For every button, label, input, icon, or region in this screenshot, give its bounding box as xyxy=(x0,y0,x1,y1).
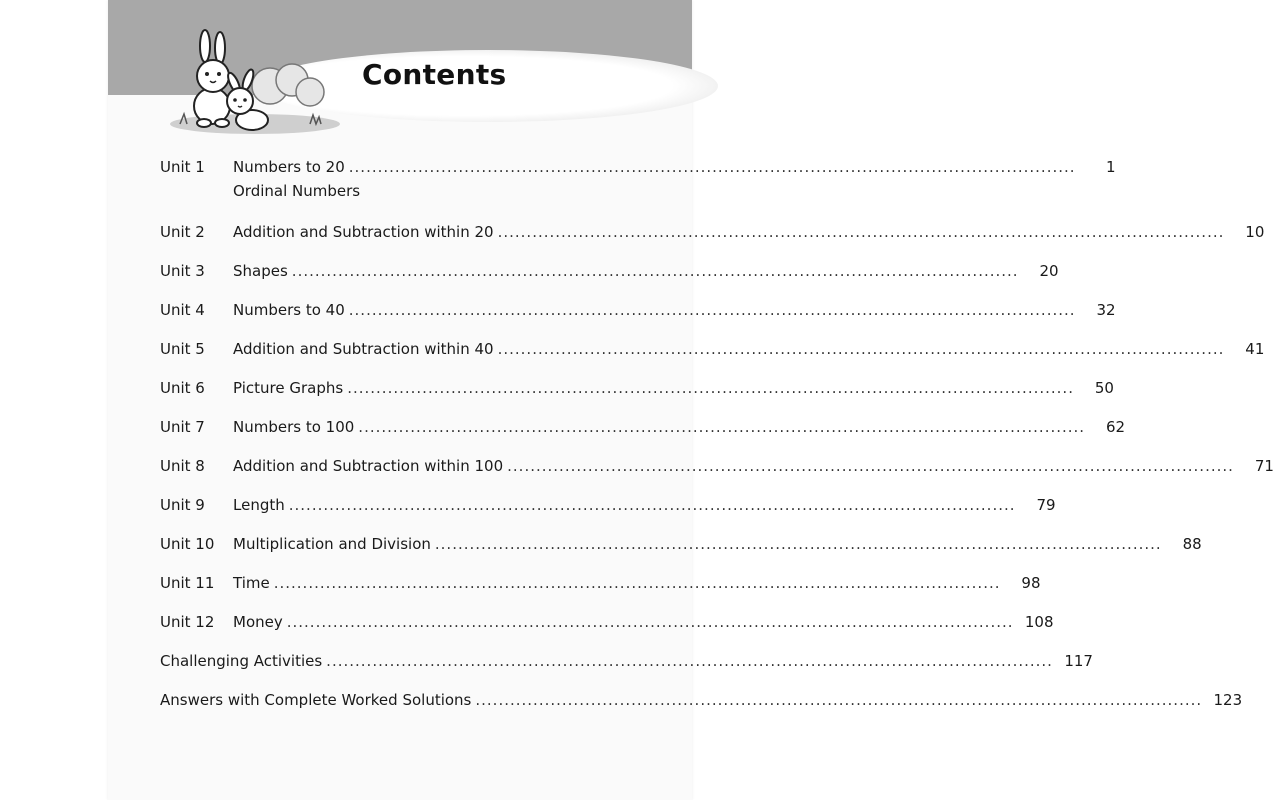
leader-dots: .............................................................................................................................. xyxy=(497,340,1225,358)
toc-entry-title: Length xyxy=(233,496,285,514)
toc-unit-label: Unit 9 xyxy=(160,496,205,514)
toc-entry[interactable] xyxy=(160,301,1116,340)
leader-dots: .............................................................................................................................. xyxy=(348,301,1076,319)
toc-entry[interactable] xyxy=(160,418,1126,457)
table-of-contents xyxy=(160,158,1274,730)
leader-dots: .............................................................................................................................. xyxy=(291,262,1019,280)
leader-dots: .............................................................................................................................. xyxy=(348,158,1076,176)
leader-dots: .............................................................................................................................. xyxy=(273,574,1001,592)
toc-page-number: 79 xyxy=(1036,496,1056,514)
toc-page-number: 10 xyxy=(1245,223,1265,241)
toc-entry[interactable] xyxy=(160,535,1202,574)
toc-unit-label: Unit 12 xyxy=(160,613,215,631)
leader-dots: .............................................................................................................................. xyxy=(288,496,1016,514)
two-rabbits-icon xyxy=(160,28,340,136)
toc-page-number: 50 xyxy=(1094,379,1114,397)
toc-entry[interactable] xyxy=(160,379,1114,418)
book-page xyxy=(108,0,1274,800)
toc-unit-label: Unit 7 xyxy=(160,418,205,436)
toc-entry-title: Challenging Activities xyxy=(160,652,323,670)
toc-unit-label: Unit 4 xyxy=(160,301,205,319)
toc-entry-title: Money xyxy=(233,613,283,631)
toc-page-number: 71 xyxy=(1254,457,1274,475)
toc-unit-label: Unit 11 xyxy=(160,574,215,592)
leader-dots: .............................................................................................................................. xyxy=(358,418,1086,436)
toc-entry[interactable] xyxy=(160,262,1059,301)
toc-entry[interactable] xyxy=(160,691,1243,730)
toc-entry[interactable] xyxy=(160,223,1265,262)
toc-entry-title: Numbers to 20 xyxy=(233,158,345,176)
toc-unit-label: Unit 8 xyxy=(160,457,205,475)
toc-entry-title: Time xyxy=(233,574,270,592)
toc-entry[interactable] xyxy=(160,340,1265,379)
toc-entry[interactable] xyxy=(160,574,1041,613)
toc-entry-title: Shapes xyxy=(233,262,288,280)
leader-dots: .............................................................................................................................. xyxy=(475,691,1203,709)
toc-entry[interactable] xyxy=(160,652,1093,691)
toc-entry-title: Addition and Subtraction within 20 xyxy=(233,223,494,241)
toc-entry[interactable] xyxy=(160,457,1274,496)
leader-dots: .............................................................................................................................. xyxy=(497,223,1225,241)
toc-entry[interactable] xyxy=(160,613,1054,652)
toc-page-number: 88 xyxy=(1182,535,1202,553)
leader-dots: .............................................................................................................................. xyxy=(434,535,1162,553)
leader-dots: .............................................................................................................................. xyxy=(326,652,1053,670)
toc-unit-label: Unit 6 xyxy=(160,379,205,397)
toc-entry[interactable] xyxy=(160,158,1116,223)
toc-page-number: 117 xyxy=(1064,652,1093,670)
toc-page-number: 62 xyxy=(1105,418,1126,436)
toc-page-number: 98 xyxy=(1021,574,1041,592)
toc-unit-label: Unit 5 xyxy=(160,340,205,358)
toc-entry-title: Multiplication and Division xyxy=(233,535,431,553)
toc-entry-title: Addition and Subtraction within 100 xyxy=(233,457,504,475)
toc-entry-title: Numbers to 100 xyxy=(233,418,355,436)
toc-page-number: 123 xyxy=(1213,691,1243,709)
toc-entry-title: Picture Graphs xyxy=(233,379,344,397)
toc-page-number: 32 xyxy=(1096,301,1116,319)
leader-dots: .............................................................................................................................. xyxy=(286,613,1014,631)
toc-page-number: 108 xyxy=(1024,613,1054,631)
toc-unit-label: Unit 2 xyxy=(160,223,205,241)
toc-page-number: 1 xyxy=(1106,158,1116,176)
toc-unit-label: Unit 3 xyxy=(160,262,205,280)
toc-entry-subtitle: Ordinal Numbers xyxy=(233,182,361,200)
toc-entry-title: Answers with Complete Worked Solutions xyxy=(160,691,472,709)
toc-entry-title: Addition and Subtraction within 40 xyxy=(233,340,494,358)
toc-page-number: 41 xyxy=(1245,340,1265,358)
page-title: Contents xyxy=(362,58,507,91)
toc-unit-label: Unit 1 xyxy=(160,158,205,176)
toc-entry-title: Numbers to 40 xyxy=(233,301,345,319)
toc-page-number: 20 xyxy=(1039,262,1059,280)
leader-dots: .............................................................................................................................. xyxy=(507,457,1234,475)
toc-unit-label: Unit 10 xyxy=(160,535,215,553)
toc-entry[interactable] xyxy=(160,496,1056,535)
leader-dots: .............................................................................................................................. xyxy=(347,379,1074,397)
